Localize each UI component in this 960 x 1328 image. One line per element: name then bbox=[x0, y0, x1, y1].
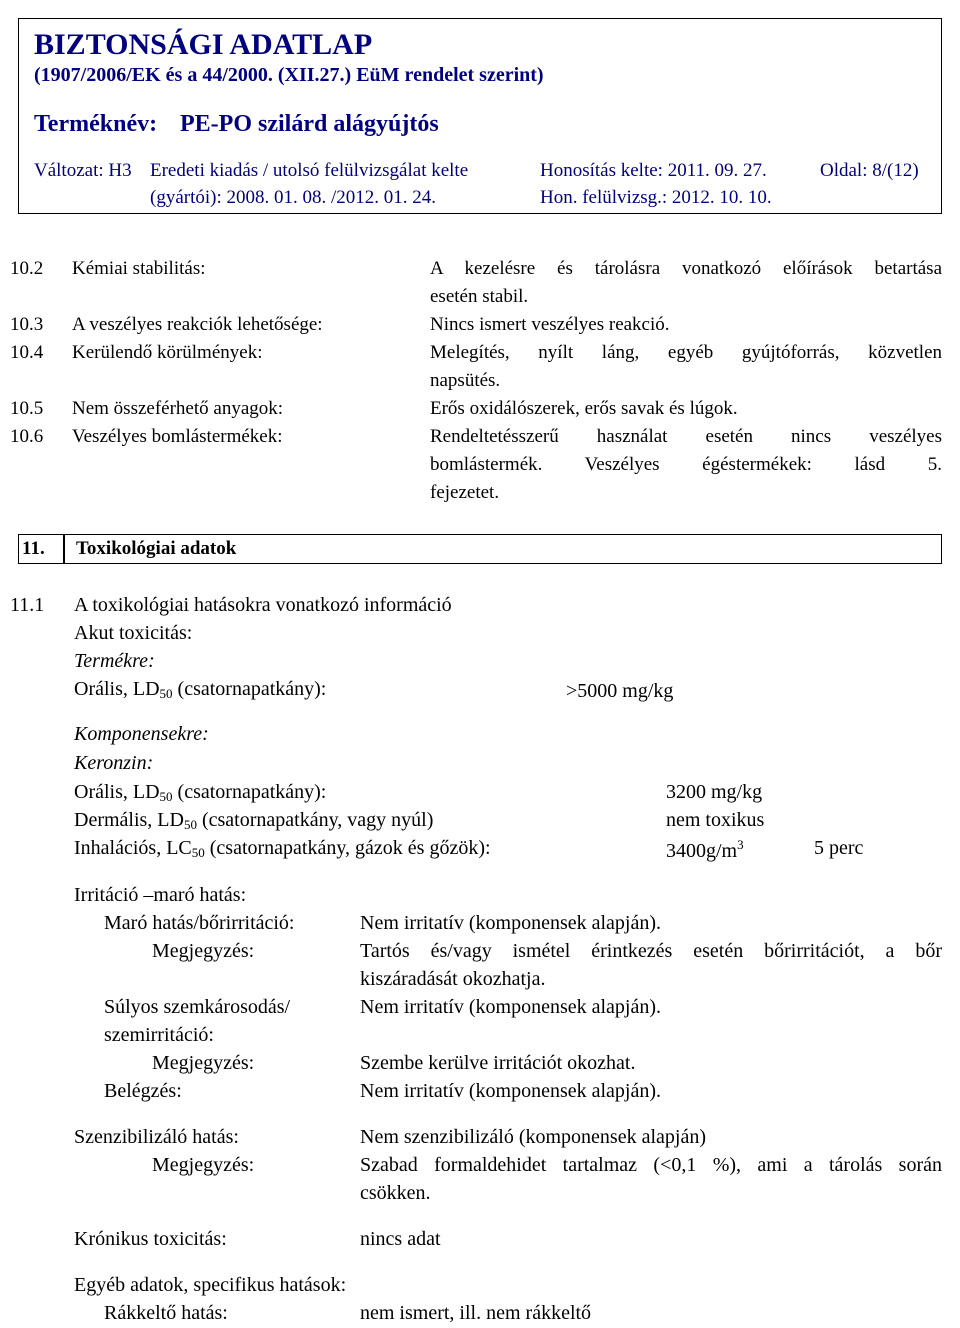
eye-damage-value: Nem irritatív (komponensek alapján). bbox=[360, 996, 662, 1018]
item-value-conditions-to-avoid-1: Melegítés, nyílt láng, egyéb gyújtóforrás, közvetlen bbox=[430, 342, 942, 363]
comp-inhalation-lc50-duration: 5 perc bbox=[814, 837, 864, 859]
item-num-10-2: 10.2 bbox=[10, 258, 44, 279]
eye-damage-label-1: Súlyos szemkárosodás/ bbox=[104, 996, 291, 1018]
skin-corrosion-label: Maró hatás/bőrirritáció: bbox=[104, 912, 295, 934]
skin-note-line-2: kiszáradását okozhatja. bbox=[360, 968, 546, 990]
comp-dermal-ld50-value: nem toxikus bbox=[666, 809, 765, 831]
sensitisation-note-label: Megjegyzés: bbox=[152, 1154, 255, 1176]
approval-review-date: Hon. felülvizsg.: 2012. 10. 10. bbox=[540, 187, 772, 208]
product-name: PE-PO szilárd alágyújtós bbox=[180, 111, 439, 137]
issue-date-line-1: Eredeti kiadás / utolsó felülvizsgálat kelte bbox=[150, 160, 469, 181]
item-label-hazardous-reactions: A veszélyes reakciók lehetősége: bbox=[72, 314, 323, 335]
irritation-heading: Irritáció –maró hatás: bbox=[74, 884, 247, 906]
item-num-10-5: 10.5 bbox=[10, 398, 44, 419]
for-product-heading: Termékre: bbox=[74, 650, 155, 672]
item-value-hazardous-reactions: Nincs ismert veszélyes reakció. bbox=[430, 314, 670, 335]
item-num-10-6: 10.6 bbox=[10, 426, 44, 447]
skin-note-line-1: Tartós és/vagy ismétel érintkezés esetén bőrirritációt, a bőr bbox=[360, 940, 942, 962]
item-value-decomposition-products-2: bomlástermék. Veszélyes égéstermékek: lásd 5. bbox=[430, 454, 942, 475]
eye-note-label: Megjegyzés: bbox=[152, 1052, 255, 1074]
item-value-decomposition-products-1: Rendeltetésszerű használat esetén nincs veszélyes bbox=[430, 426, 942, 447]
product-label: Terméknév: bbox=[34, 111, 158, 137]
product-oral-ld50-label: Orális, $LD_{50}$ (csatornapatkány): bbox=[74, 678, 327, 701]
skin-note-label: Megjegyzés: bbox=[152, 940, 255, 962]
item-label-decomposition-products: Veszélyes bomlástermékek: bbox=[72, 426, 283, 447]
item-label-conditions-to-avoid: Kerülendő körülmények: bbox=[72, 342, 263, 363]
item-label-chemical-stability: Kémiai stabilitás: bbox=[72, 258, 206, 279]
section-11-number: 11. bbox=[22, 538, 45, 559]
regulation-reference: (1907/2006/EK és a 44/2000. (XII.27.) EüM rendelet szerint) bbox=[34, 64, 544, 86]
product-oral-ld50-value: >5000 mg/kg bbox=[566, 680, 674, 702]
eye-note-value: Szembe kerülve irritációt okozhat. bbox=[360, 1052, 636, 1074]
carcinogenicity-value: nem ismert, ill. nem rákkeltő bbox=[360, 1302, 592, 1324]
approval-date: Honosítás kelte: 2011. 09. 27. bbox=[540, 160, 767, 181]
comp-oral-ld50-label: Orális, $LD_{50}$ (csatornapatkány): bbox=[74, 781, 327, 804]
item-label-incompatible-materials: Nem összeférhető anyagok: bbox=[72, 398, 284, 419]
chronic-toxicity-label: Krónikus toxicitás: bbox=[74, 1228, 227, 1250]
carcinogenicity-label: Rákkeltő hatás: bbox=[104, 1302, 228, 1324]
comp-inhalation-lc50-label: Inhalációs, $LC_{50}$ (csatornapatkány, gázok és gőzök): bbox=[74, 837, 491, 860]
acute-toxicity-heading: Akut toxicitás: bbox=[74, 622, 193, 644]
item-value-decomposition-products-3: fejezetet. bbox=[430, 482, 500, 503]
item-value-chemical-stability-2: esetén stabil. bbox=[430, 286, 529, 307]
item-value-incompatible-materials: Erős oxidálószerek, erős savak és lúgok. bbox=[430, 398, 738, 419]
comp-oral-ld50-value: 3200 mg/kg bbox=[666, 781, 763, 803]
item-num-10-4: 10.4 bbox=[10, 342, 44, 363]
comp-dermal-ld50-label: Dermális, $LD_{50}$ (csatornapatkány, vagy nyúl) bbox=[74, 809, 434, 832]
item-value-chemical-stability-1: A kezelésre és tárolásra vonatkozó előírások betartása bbox=[430, 258, 942, 279]
skin-corrosion-value: Nem irritatív (komponensek alapján). bbox=[360, 912, 662, 934]
inhalation-label: Belégzés: bbox=[104, 1080, 182, 1102]
components-heading: Komponensekre: bbox=[74, 723, 209, 745]
kerosene-heading: Keronzin: bbox=[74, 752, 154, 774]
chronic-toxicity-value: nincs adat bbox=[360, 1228, 441, 1250]
sensitisation-note-line-2: csökken. bbox=[360, 1182, 431, 1204]
subsection-11-1-number: 11.1 bbox=[10, 594, 45, 616]
sensitisation-label: Szenzibilizáló hatás: bbox=[74, 1126, 239, 1148]
issue-date-line-2: (gyártói): 2008. 01. 08. /2012. 01. 24. bbox=[150, 187, 437, 208]
eye-damage-label-2: szemirritáció: bbox=[104, 1024, 214, 1046]
other-data-heading: Egyéb adatok, specifikus hatások: bbox=[74, 1274, 347, 1296]
sensitisation-value: Nem szenzibilizáló (komponensek alapján) bbox=[360, 1126, 706, 1148]
section-divider bbox=[63, 535, 65, 563]
document-title: BIZTONSÁGI ADATLAP bbox=[34, 28, 373, 61]
section-11-title: Toxikológiai adatok bbox=[76, 538, 237, 559]
item-value-conditions-to-avoid-2: napsütés. bbox=[430, 370, 501, 391]
subsection-11-1-title: A toxikológiai hatásokra vonatkozó információ bbox=[74, 594, 452, 616]
item-num-10-3: 10.3 bbox=[10, 314, 44, 335]
sensitisation-note-line-1: Szabad formaldehidet tartalmaz (<0,1 %), ami a tárolás során bbox=[360, 1154, 942, 1176]
inhalation-value: Nem irritatív (komponensek alapján). bbox=[360, 1080, 662, 1102]
comp-inhalation-lc50-value: $3400g/m^3$ bbox=[666, 837, 744, 862]
page-number: Oldal: 8/(12) bbox=[820, 160, 919, 181]
version: Változat: H3 bbox=[34, 160, 132, 181]
